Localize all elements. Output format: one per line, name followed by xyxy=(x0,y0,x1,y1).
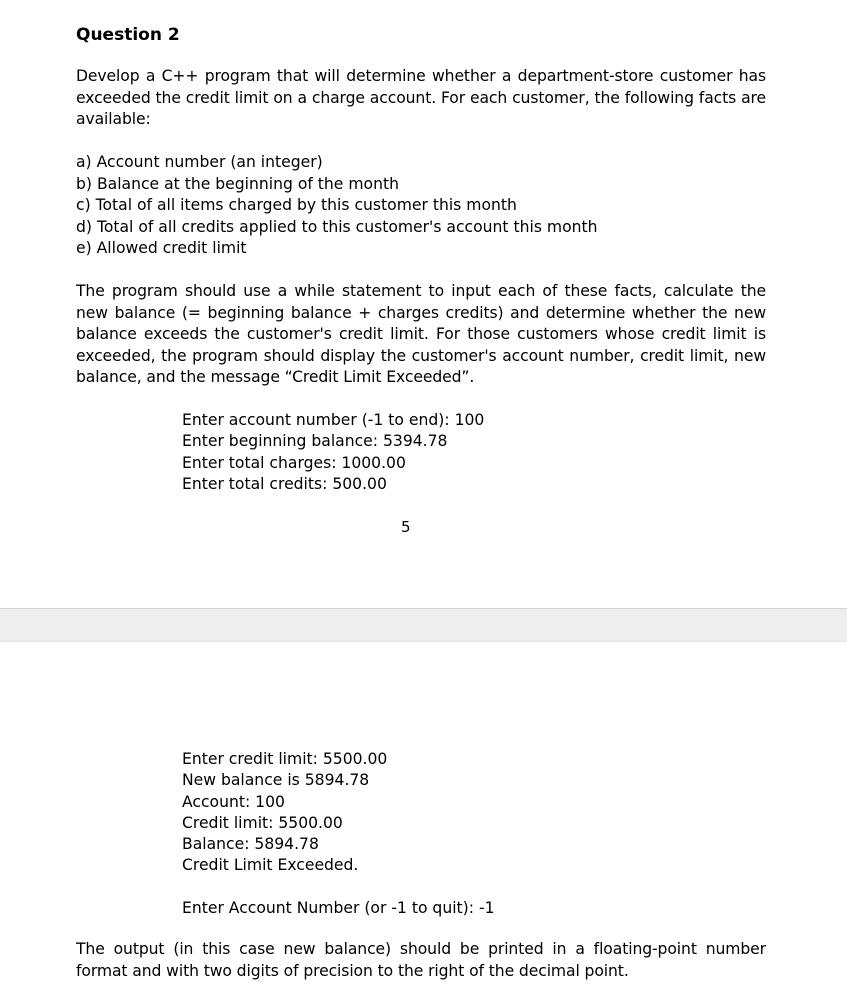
question-title: Question 2 xyxy=(76,25,180,45)
fact-item: e) Allowed credit limit xyxy=(76,239,247,257)
sample-io-line: Enter credit limit: 5500.00 xyxy=(182,750,388,768)
sample-io-line: Credit Limit Exceeded. xyxy=(182,856,359,875)
sample-io-line: Balance: 5894.78 xyxy=(182,835,319,854)
sample-io-line: Enter total charges: 1000.00 xyxy=(182,453,406,472)
sample-io-line: Enter account number (-1 to end): 100 xyxy=(182,411,485,429)
sample-io-block xyxy=(182,749,387,877)
instructions-paragraph: The program should use a while statement to input each of these facts, calculate the new balance (= beginning balance + charges credits) and determine whether the new balance exceeds the customer's credit limit. For those customers whose credit limit is exceeded, the program should display the customer's account number, credit limit, new balance, and the message “Credit Limit Exceeded”. xyxy=(76,282,766,386)
closing-paragraph: The output (in this case new balance) should be printed in a floating-point number format and with two digits of precision to the right of the decimal point. xyxy=(76,940,766,980)
sample-io-end xyxy=(182,898,495,919)
sample-io-line: Enter total credits: 500.00 xyxy=(182,474,387,493)
sample-io-line: New balance is 5894.78 xyxy=(182,771,370,790)
page-number: 5 xyxy=(401,518,411,536)
fact-item: c) Total of all items charged by this customer this month xyxy=(76,196,517,214)
document-page-2 xyxy=(0,642,847,1003)
fact-item: a) Account number (an integer) xyxy=(76,153,323,171)
sample-io-block xyxy=(182,410,484,495)
intro-paragraph: Develop a C++ program that will determine whether a department-store customer has exceeded the credit limit on a charge account. For each customer, the following facts are available: xyxy=(76,67,766,128)
sample-io-line: Enter beginning balance: 5394.78 xyxy=(182,432,448,451)
fact-item: d) Total of all credits applied to this customer's account this month xyxy=(76,217,598,236)
sample-io-line: Enter Account Number (or -1 to quit): -1 xyxy=(182,899,495,917)
facts-list xyxy=(76,152,598,260)
page-break xyxy=(0,608,847,642)
sample-io-line: Account: 100 xyxy=(182,792,285,811)
fact-item: b) Balance at the beginning of the month xyxy=(76,174,399,193)
sample-io-line: Credit limit: 5500.00 xyxy=(182,813,343,832)
